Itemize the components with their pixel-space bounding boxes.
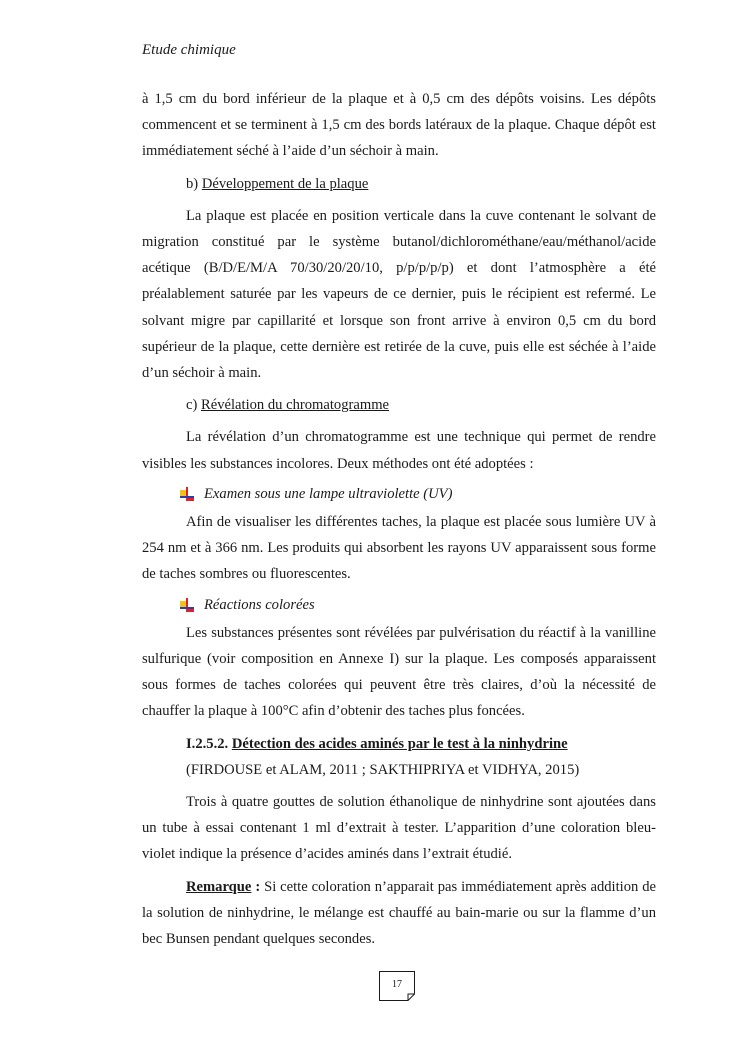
remark-colon: : <box>251 878 265 895</box>
page-number-box <box>379 971 415 1001</box>
subsection-b-prefix: b) <box>186 175 202 192</box>
paragraph-deposits: à 1,5 cm du bord inférieur de la plaque et à 0,5 cm des dépôts voisins. Les dépôts commencent et se terminent à 1,5 cm des bords latéraux de la plaque. Chaque dépôt est immédiatement séché à l’aide d’un séchoir à main. <box>142 91 656 160</box>
paragraph-revelation: La révélation d’un chromatogramme est une technique qui permet de rendre visibles les substances incolores. Deux méthodes ont été adoptées : <box>142 429 656 472</box>
bullet-uv-text: Examen sous une lampe ultraviolette (UV) <box>204 485 453 502</box>
subsection-c-prefix: c) <box>186 397 201 414</box>
paragraph-reactions: Les substances présentes sont révélées par pulvérisation du réactif à la vanilline sulfurique (voir composition en Annexe I) sur la plaque. Les composés apparaissent sous formes de taches colorées qui peuvent être très claires, d’où la nécessité de chauffer la plaque à 100°C afin d’obtenir des taches plus foncées. <box>142 624 656 720</box>
colored-plus-bullet-icon <box>180 598 194 612</box>
subsection-b <box>186 171 656 197</box>
paragraph-remark <box>142 874 656 953</box>
subsection-b-title: Développement de la plaque <box>201 175 369 192</box>
paragraph-uv: Afin de visualiser les différentes taches, la plaque est placée sous lumière UV à 254 nm et à 366 nm. Les produits qui absorbent les rayons UV apparaissent sous forme de taches sombres ou fluorescentes. <box>142 514 656 583</box>
citation: (FIRDOUSE et ALAM, 2011 ; SAKTHIPRIYA et VIDHYA, 2015) <box>186 761 580 778</box>
paragraph-ninhydrin: Trois à quatre gouttes de solution éthanolique de ninhydrine sont ajoutées dans un tube à essai contenant 1 ml d’extrait à tester. L’apparition d’une coloration bleu-violet indique la présence d’acides aminés dans l’extrait étudié. <box>142 794 656 863</box>
section-heading <box>186 731 656 757</box>
subsection-c-title: Révélation du chromatogramme <box>201 397 390 414</box>
section-heading-title: Détection des acides aminés par le test à la ninhydrine <box>231 735 568 752</box>
colored-plus-bullet-icon <box>180 487 194 501</box>
running-header: Etude chimique <box>142 42 236 58</box>
subsection-c <box>186 392 656 418</box>
paragraph-development: La plaque est placée en position verticale dans la cuve contenant le solvant de migration constitué par le système butanol/dichlorométhane/eau/méthanol/acide acétique (B/D/E/M/A 70/30/20/20/10, p/p/p/p/p) et dont l’atmosphère a été préalablement saturée par les vapeurs de ce dernier, puis le récipient est refermé. Le solvant migre par capillarité et lorsque son front arrive à environ 0,5 cm du bord supérieur de la plaque, cette dernière est retirée de la cuve, puis elle est séchée à l’aide d’un séchoir à main. <box>142 207 656 382</box>
bullet-reactions <box>180 592 656 618</box>
remark-label: Remarque <box>186 878 252 895</box>
section-heading-number: I.2.5.2. <box>186 735 232 752</box>
remark-text: Si cette coloration n’apparait pas immédiatement après addition de la solution de ninhydrine, le mélange est chauffé au bain-marie ou sur la flamme d’un bec Bunsen pendant quelques secondes. <box>142 878 656 948</box>
page-number: 17 <box>392 979 402 990</box>
document-body <box>142 86 656 952</box>
bullet-uv <box>180 481 656 507</box>
bullet-reactions-text: Réactions colorées <box>204 596 315 613</box>
